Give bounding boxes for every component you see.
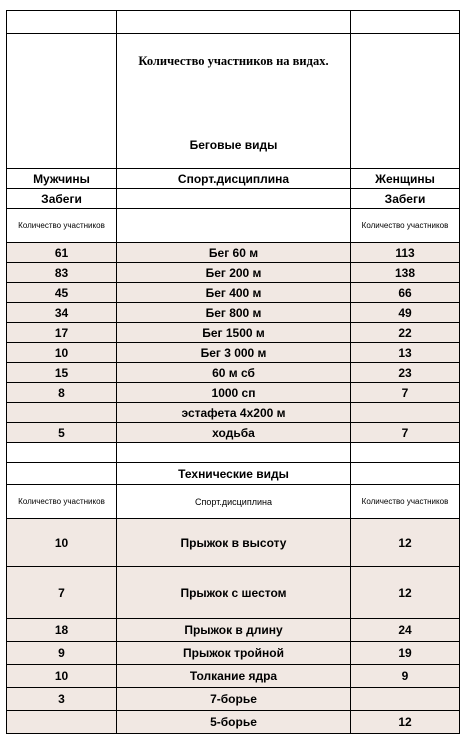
women-header: Женщины [350,169,460,188]
count-label-row [6,209,460,243]
table-row: 10 Прыжок в высоту 12 [6,519,460,567]
technical-header-row [6,485,460,519]
table-row: 61 Бег 60 м 113 [6,243,460,263]
running-section-title: Беговые виды [189,138,278,152]
blank-row [6,10,460,34]
table-row: 10 Бег 3 000 м 13 [6,343,460,363]
count-label-women: Количество участников [350,209,460,242]
men-header: Мужчины [6,169,116,188]
blank-row [6,443,460,463]
heats-row [6,189,460,209]
count-label-men: Количество участников [6,209,116,242]
table-row: 5-борье 12 [6,711,460,734]
table-row: 83 Бег 200 м 138 [6,263,460,283]
table-row: 18 Прыжок в длину 24 [6,619,460,642]
heats-women-label: Забеги [350,189,460,208]
table-row: эстафета 4х200 м [6,403,460,423]
count-label-men: Количество участников [6,485,116,518]
technical-section-title: Технические виды [116,463,350,484]
discipline-header: Спорт.дисциплина [116,485,350,518]
count-label-women: Количество участников [350,485,460,518]
table-row: 3 7-борье [6,688,460,711]
table-row: 15 60 м сб 23 [6,363,460,383]
table-row: 17 Бег 1500 м 22 [6,323,460,343]
heats-men-label: Забеги [6,189,116,208]
table-row: 9 Прыжок тройной 19 [6,642,460,665]
table-row: 5 ходьба 7 [6,423,460,443]
technical-section-row [6,463,460,485]
table-row: 8 1000 сп 7 [6,383,460,403]
discipline-header: Спорт.дисциплина [116,169,350,188]
table-row: 45 Бег 400 м 66 [6,283,460,303]
participants-table [6,10,460,734]
table-row: 7 Прыжок с шестом 12 [6,567,460,619]
page-title: Количество участников на видах. [138,54,329,68]
title-row [6,34,460,169]
table-row: 10 Толкание ядра 9 [6,665,460,688]
table-row: 34 Бег 800 м 49 [6,303,460,323]
column-header-row [6,169,460,189]
